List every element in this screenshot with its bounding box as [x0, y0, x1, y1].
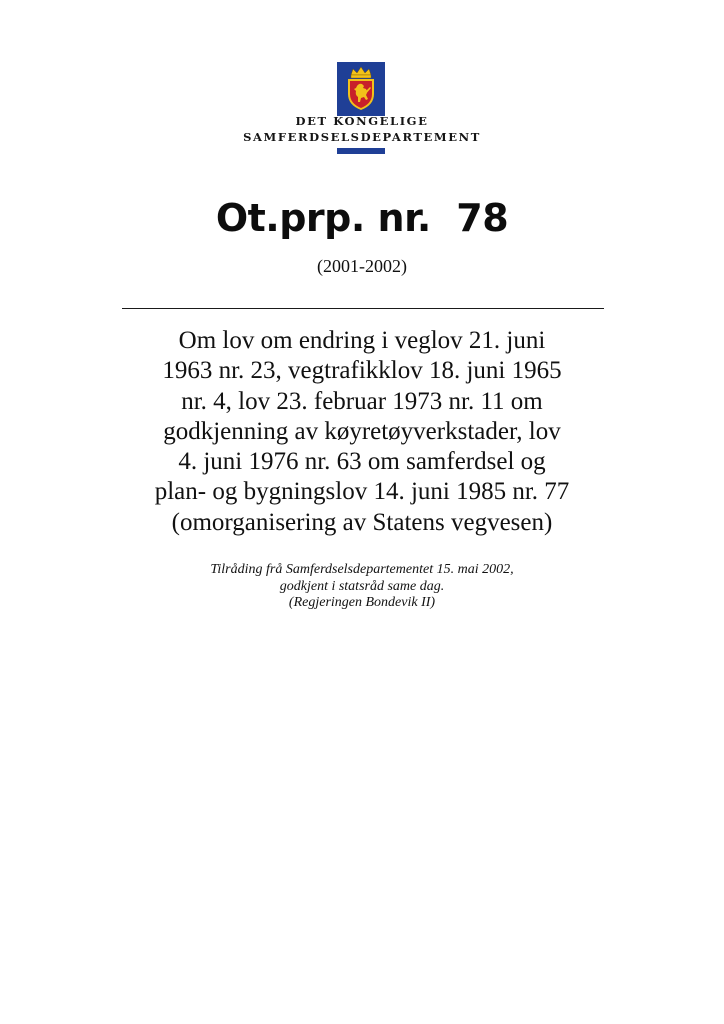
recommendation-line: godkjent i statsråd same dag.	[279, 578, 445, 594]
subject-line: plan- og bygningslov 14. juni 1985 nr. 77	[154, 478, 570, 506]
subject-line: godkjenning av køyretøyverkstader, lov	[163, 417, 561, 445]
subject-line: nr. 4, lov 23. februar 1973 nr. 11 om	[181, 387, 543, 415]
subject-line: Om lov om endring i veglov 21. juni	[178, 327, 546, 354]
subject-line: 1963 nr. 23, vegtrafikklov 18. juni 1965	[162, 357, 562, 385]
recommendation-note	[0, 562, 724, 612]
subject-line: (omorganisering av Statens vegvesen)	[171, 508, 553, 536]
emblem-base-bar	[337, 148, 385, 154]
ministry-name-line-1: DET KONGELIGE	[295, 114, 429, 128]
recommendation-line: Tilråding frå Samferdselsdepartementet 15. mai 2002,	[210, 562, 514, 577]
subject-line: 4. juni 1976 nr. 63 om samferdsel og	[178, 448, 546, 476]
parliamentary-session: (2001-2002)	[317, 256, 407, 276]
document-title: Ot.prp. nr. 78	[215, 196, 509, 240]
divider	[122, 308, 604, 309]
recommendation-line: (Regjeringen Bondevik II)	[288, 595, 436, 610]
subject-heading	[112, 326, 612, 538]
ministry-name-line-2: SAMFERDSELSDEPARTEMENT	[243, 130, 481, 144]
